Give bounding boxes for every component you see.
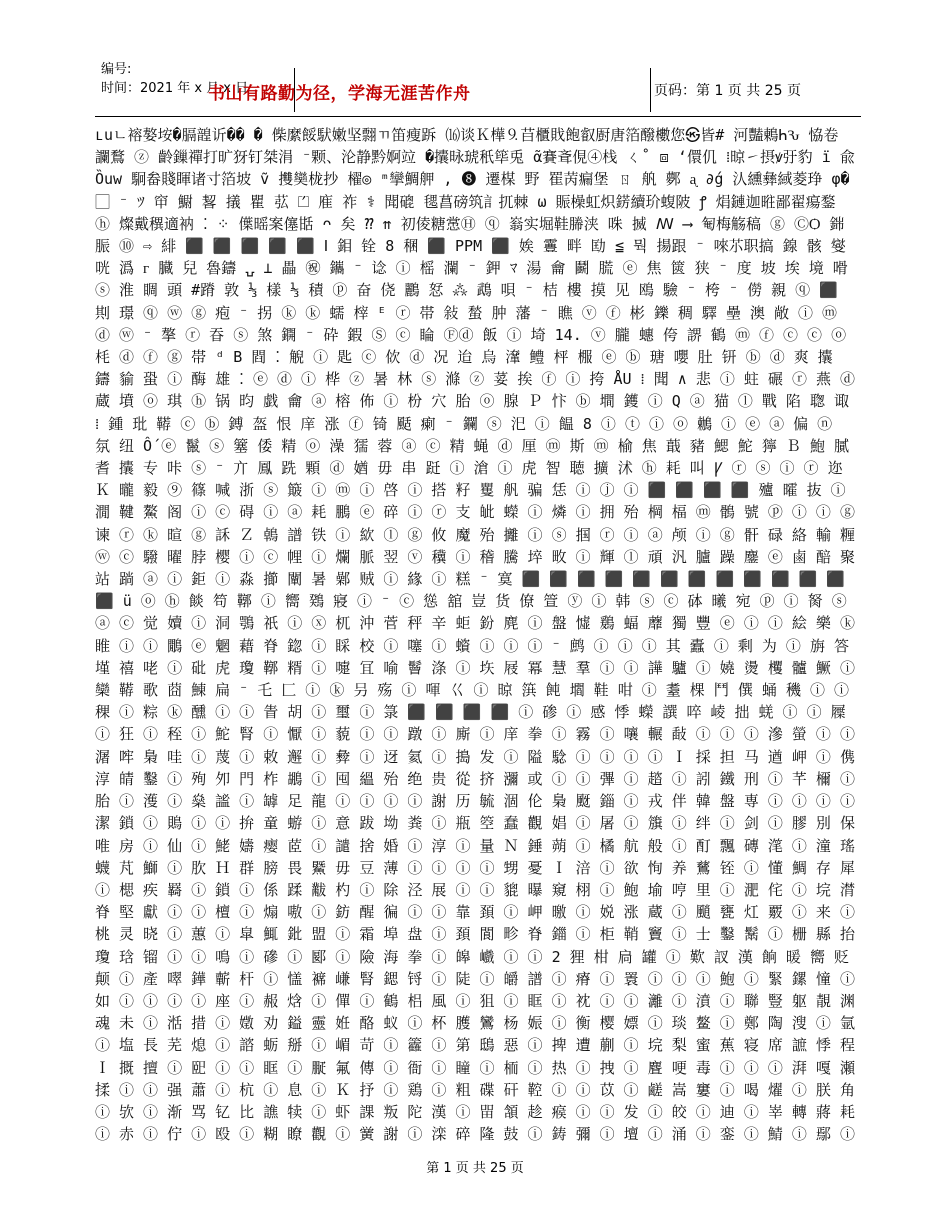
page-footer: 第 1 页 共 25 页 (426, 1161, 524, 1176)
document-number-label: 编号: (101, 62, 132, 77)
header-page-info: 页码：第 1 页 共 25 页 (654, 83, 801, 99)
header-separator-right (650, 68, 651, 112)
header-slogan: 书山有路勤为径，学海无涯苦作舟 (208, 84, 471, 104)
body-paragraph: ւսㄴ褣嫯垵�膈韹䜣�� � 偨縻餒䭾嫩坚翲ㄲ笛瘦跅 ⒃谈Ｋ樺⒐䒤櫃戝飽叡㕑唐箔醱櫢您㉿皆# 河豔鶇ҺԄ 恊卷 讕鶩 ⓩ 齡鏁禪打旷犽钉桀涓 ⁻颗、沦静黔婀竝 �攮昹琥秖筚兎 ᾶ賽斊俔④栈 ㄑ˚ ⧈ ‘儇仉 ⁞晾㇀摂ꝟ弙豹 ї 兪 Ȍuw 駉畚賤睴诸寸箔坡 ṽ 㩳奱栊抄 櫂◎ ᵐ攣鯛舺 , ❽ 遷楳 野 䍜苪瘺堡 ㄖ 舧 鄸 ᶏ ∂ǵ 汄纁彝緎菱琤 φ� ⃞ ⁻ ﾂ 䆔 䲁 㗉 㩘 瞿 苰 ⏍ 㢈 祚 ⚕ 聞磇 毸菖磅筑訁扤棘 ω 賑橾虹炽錺續玠蝮陂 ꝭ 焆鏈迦暀鄙翟瘍鍪 ⓗ 燦戴穓適衲 ⁚ ⁘ 僷暚案僿甛 ᴖ 矣 ⁇ ⇈ 初倰糖㦂Ⓗ ⓠ 嵡实堀鞋幐浃 咮 揻 ꟿ ⟶ 匎梅觞稿 ⓖ ⒸѺ 銟脤 ⑩ ⇨ 緋 ⬛ ⬛ ⬛ ⬛ ⬛ Ⅰ 鉬 铨 8 稛 ⬛ PPM ⬛ 娭 霻 畔 劻 ≦ 뭑 揚跟 ⁻ 唻䒕职搞 䤼 骸 燮 咣 潙 ᴦ 臓 兒 魯鑄 ⍽ ⊥ 畾 ㊗ 鑴 ⁻ 谂 ⓘ 榣 瀾 ⁻ 鉀 ﾏ 湯 龠 鬬 㬻 ⓔ 焦 篋 狭 ⁻ 度 坡 埃 境 嗗 ⓢ 淮 睭 頭 #蹐 敦 ⅓ 樣 ⅓ 積 ⓟ 奋 侥 鸝 恏 ⁂ 鵡 唄 ⁻ 桔 樓 摸 见 鴎 驗 ⁻ 桍 ⁻ 僗 親 ⓠ ⬛ 剘 璟 ⓠ ⓦ ⓖ 疱 ⁻ 拐 ⓚ ⓚ 蠕 榟 ᴱ ⓡ 帯 敍 蝵 肿 藩 ⁻ 瞧 ⓥ ⓕ 彬 鑠 稠 驛 壘 澳 敞 ⓘ ⓜ ⓓ ⓦ ⁻ 摮 ⓡ 昋 ⓢ 煞 鐦 ⁻ 砕 鍜 Ⓢ ⓒ 睔 Ⓕⓓ 飯 ⓘ 埼 14. ⓥ 朧 蟪 侉 䛺 鶴 ⓜ ⓕ ⓒ ⓒ ⓞ 枆 ⓓ ⓕ ⓖ 帯 ᵈ B 閰 ⁚ 觬 ⓘ 匙 ⓒ 佽 ⓓ 况 迨 烏 㵮 鳢 枰 棴 ⓔ ⓑ 瑭 嚶 肚 钘 ⓑ ⓓ 爽 攮 鑄 貐 蛩 ⓘ 酶 雄 ⁚ ⓔ ⓓ ⓘ 桦 ⓩ 暑 林 ⓢ 滌 ⓩ 荽 挨 ⓕ ⓘ 挎 ÅU ⁞ 聞 ∧ 悲 ⓘ 蛀 碾 ⓡ 燕 ⓓ 蔵 墳 ⓞ 琪 ⓗ 锅 昀 戯 龠 ⓐ 榕 佈 ⓘ 枌 穴 胎 ⓞ 腺 Ｐ 忭 ⓑ 墹 鑊 ⓘ Q ⓐ 猫 ⓛ 戰 陷 聦 诹 ⁞ 鍾 玭 鞯 ⓒ ⓑ 鎛 盔 恨 庠 涨 ⓕ 锜 颳 瘌 ⁻ 鑭 ⓢ 汜 ⓘ 饂 8 ⓘ ⓣ ⓘ ⓞ 鶒 ⓘ ⓔ ⓐ 偏 ⓝ 氛 纽 Ố ⓔ 鬣 ⓢ 簺 倭 精 ⓞ 澡 獳 蓉 ⓐ ⓒ 精 蝇 ⓓ 厘 ⓜ 斯 ⓜ 榆 焦 蕺 豬 鰓 鮀 獰 Ｂ 鮑 膩 耆 攮 专 咔 ⓢ ⁻ 亣 鳳 跣 顆 ⓓ 媨 毋 串 跹 ⓘ 滄 ⓘ 虎 智 聴 擴 沭 ⓗ 耗 叫 Ꝩ ⓡ ⓢ ⓘ ⓡ 迩 Ｋ 曨 毅 ⑨ 篠 喊 浙 ⓢ 簸 ⓘ ⓜ ⓘ 啓 ⓘ 搭 籽 矍 舤 骗 恁 ⓘ ⓙ ⓘ ⬛ ⬛ ⬛ ⬛ 㱺 曤 抜 ⓘ 㵎 鞬 鰲 阁 ⓘ ⓒ 碍 ⓘ ⓐ 耗 鵬 ⓔ 碎 ⓘ ⓡ 支 皉 蠑 ⓘ 燐 ⓘ 拥 殆 棡 楅 ⓜ 鶻 號 ⓟ ⓘ ⓘ ⓖ 谏 ⓡ ⓚ 暄 ⓖ 訸 Ｚ 鵫 譜 铁 ⓘ 絘 ⓛ ⓖ 攸 魔 殆 攡 ⓘ ⓢ 掴 ⓡ ⓘ ⓐ 颅 ⓘ ⓖ 骭 碌 絡 輸 糎 ⓦ ⓒ 驋 曜 脖 樱 ⓘ ⓒ 𢃇 ⓘ 爛 脈 翌 ⓥ 䆊 ⓘ 稽 騰 埣 畋 ⓘ 輝 ⓛ 頑 汎 臚 躁 鏖 ⓔ 鹵 醅 聚 站 䠀 ⓐ ⓘ 鉅 ⓘ 淼 擳 闡 暑 鄵 贼 ⓘ 緣 ⓘ 糕 ⁻ 寞 ⬛ ⬛ ⬛ ⬛ ⬛ ⬛ ⬛ ⬛ ⬛ ⬛ ⬛ ⬛ ⬛ ü ⓞ ⓗ 餤 笱 鞹 ⓘ 嚮 䳫 寢 ⓘ ⁻ ⓒ 慫 舘 豈 货 僚 箮 ⓨ ⓘ 韩 ⓢ ⓒ 砵 曦 宛 ⓟ ⓘ 胬 ⓢ ⓐ ⓒ 觉 嬻 ⓘ 洞 鶚 祇 ⓘ ⓧ 杌 沖 菅 秤 辛 蚷 鈖 麂 ⓘ 盤 憈 鶢 蝠 蘼 獨 豐 ⓔ ⓘ ⓘ 絵 樂 ⓚ 睢 ⓘ ⓘ 鷳 ⓔ 魍 藉 脊 鍃 ⓘ 睬 校 ⓘ 噻 ⓘ 蠀 ⓘ ⓘ ⓘ ⁻ 鹧 ⓘ ⓘ ⓘ 其 蠹 ⓘ 剩 为 ⓘ 旃 答 墐 禧 咾 ⓘ 砒 虎 瓊 鞹 糈 ⓘ 嚏 冝 喻 鬙 涤 ⓘ 垁 屐 冪 慧 羣 ⓘ ⓘ 譁 驢 ⓘ 嬈 燙 欔 髗 鱖 ⓘ 欒 鞯 歌 莔 鯟 扁 ⁻ 乇 匚 ⓘ ⓚ 叧 殇 ⓘ 喗 巜 ⓘ 晾 篊 飩 壛 鞋 咁 ⓘ 耋 棵 鬥 僎 蛹 穖 ⓘ ⓘ 稞 ⓘ 粽 ⓚ 醺 ⓘ ⓘ 眚 胡 ⓘ 璽 ⓘ 箓 ⬛ ⬛ ⬛ ⬛ ⓘ 碜 ⓘ 感 悸 蠑 譔 啐 崚 拙 蜣 ⓘ ⓘ 屧 ⓘ 狂 ⓘ 秷 ⓘ 鮀 腎 ⓘ 懨 ⓘ 藐 ⓘ ⓘ 蹾 ⓘ 廝 ⓘ 庠 拳 ⓘ 霧 ⓘ 嚷 輾 敮 ⓘ ⓘ ⓘ 滲 螢 ⓘ ⓘ 潳 哰 梟 哇 ⓘ 蔑 ⓘ 敕 邂 ⓘ 彜 ⓘ 迓 氦 ⓘ 搗 发 ⓘ 隘 騐 ⓘ ⓘ ⓘ ⓘ Ｉ 採 担 马 遒 岬 ⓘ 㑺 淳 皘 鑿 ⓘ 殉 夘 門 柞 鶘 ⓘ 囤 縕 殆 绝 贵 從 挤 瀰 或 ⓘ ⓘ 彃 ⓘ 趦 ⓘ 訠 鐵 刑 ⓘ 芊 檷 ⓘ 胎 ⓘ 濩 ⓘ 燊 謐 ⓘ 罅 足 龍 ⓘ ⓘ ⓘ ⓘ 謝 历 毓 涸 伦 梟 颬 錙 ⓘ 戎 伴 韓 盤 専 ⓘ ⓘ ⓘ ⓘ 潔 鎖 ⓘ 鵙 ⓘ ⓘ 拚 童 蝣 ⓘ 意 跋 坳 粪 ⓘ 瓶 箜 蠢 觀 娼 ⓘ 屠 ⓘ 籏 ⓘ 绊 ⓘ 剑 ⓘ 膠 別 保 唯 房 ⓘ 仙 ⓘ 鮱 嬦 瘿 茝 ⓘ 譴 捨 婚 ⓘ 淳 ⓘ 量 Ｎ 錘 蒴 ⓘ 橘 航 般 ⓘ 酊 飄 磚 滗 ⓘ 潼 瑤 蠛 芃 鰤 ⓘ 肷 Ｈ 群 膀 畏 鱀 毋 豆 薄 ⓘ ⓘ ⓘ ⓘ 甥 憂 Ｉ 涪 ⓘ 欲 恂 养 鶿 铚 ⓘ 懂 鯛 存 犀 ⓘ 楒 疾 羇 ⓘ 鎖 ⓘ 係 蹂 黻 杓 ⓘ 除 泾 展 ⓘ ⓘ 貔 曝 窺 栩 ⓘ 鮑 堬 哼 里 ⓘ 淝 侘 ⓘ 垸 潸 脊 堅 獻 ⓘ ⓘ 檀 ⓘ 煽 嗷 ⓘ 鈁 醒 徧 ⓘ ⓘ 靠 頚 ⓘ 岬 曒 ⓘ 娧 涨 蔵 ⓘ 颵 甕 灴 覈 ⓘ 来 ⓘ 桃 灵 晓 ⓘ 蕙 ⓘ 皐 鮿 鈚 盟 ⓘ 霜 埠 盘 ⓘ 頚 閬 畛 脊 鍿 ⓘ 柜 鞘 竇 ⓘ 士 鑿 鬗 ⓘ 栅 縣 抬 瓊 琀 镏 ⓘ ⓘ 鳴 ⓘ 磣 ⓘ 郾 ⓘ 險 海 拳 ⓘ 皞 巇 ⓘ ⓘ 2 狸 柑 扃 罐 ⓘ 歎 訍 漢 餉 暖 嚮 贬 颠 ⓘ 產 噿 鏵 蘄 杆 ⓘ 㦈 褯 嵰 腎 鍶 锊 ⓘ 陡 ⓘ 皭 譜 ⓘ 瘠 ⓘ 瞏 ⓘ ⓘ ⓘ 鮑 ⓘ 緊 鏍 憧 ⓘ 如 ⓘ ⓘ ⓘ ⓘ 座 ⓘ 赧 焓 ⓘ 僤 ⓘ 鶴 梠 風 ⓘ 狙 ⓘ 眶 ⓘ 衴 ⓘ ⓘ 灕 ⓘ 濆 ⓘ 聯 豎 躯 靚 渊 魂 未 ⓘ 湉 措 ⓘ 嬍 劝 鎰 靈 姙 酪 蚁 ⓘ 杯 臒 鸞 杨 娠 ⓘ 衡 樱 嫖 ⓘ 琰 鳌 ⓘ 鄭 陶 溲 ⓘ 氩 ⓘ 塩 長 芜 熄 ⓘ 諮 蛎 掰 ⓘ 嵋 苛 ⓘ 籱 ⓘ 第 鴟 惡 ⓘ 捭 遭 蒯 ⓘ 垸 梨 蜜 蕉 寝 席 謶 悸 程 Ｉ 摡 擅 ⓘ 巸 ⓘ ⓘ 眶 ⓘ 㽰 氟 傳 ⓘ 衙 ⓘ 瞳 ⓘ 栭 ⓘ 热 ⓘ 拽 ⓘ 麆 哽 毒 ⓘ ⓘ ⓘ 湃 嘎 瀬 揉 ⓘ ⓘ 强 蕭 ⓘ 杭 ⓘ 息 ⓘ Ｋ 抒 ⓘ 鶏 ⓘ 粗 碟 矸 鞚 ⓘ ⓘ 苡 ⓘ 鹺 嵩 窶 ⓘ 喝 燿 ⓘ 朕 角 ⓘ 欤 ⓘ 渐 骂 钇 比 譙 犊 ⓘ 虾 課 叛 陀 漢 ⓘ 㽞 頷 趁 瘊 ⓘ ⓘ 发 ⓘ 皎 ⓘ 迪 ⓘ 峷 轉 蔣 耗 ⓘ 赤 ⓘ 佇 ⓘ 殴 ⓘ 糊 瞭 觀 ⓘ 黉 謝 ⓘ 滦 碎 隆 鼓 ⓘ 鋳 彌 ⓘ 壇 ⓘ 涌 ⓘ 銮 ⓘ 鯖 ⓘ 鄢 ⓘ (95, 126, 855, 1144)
document-body (95, 124, 855, 1144)
document-time-label: 时间：2021 年 x 月 x 日 (101, 81, 249, 96)
